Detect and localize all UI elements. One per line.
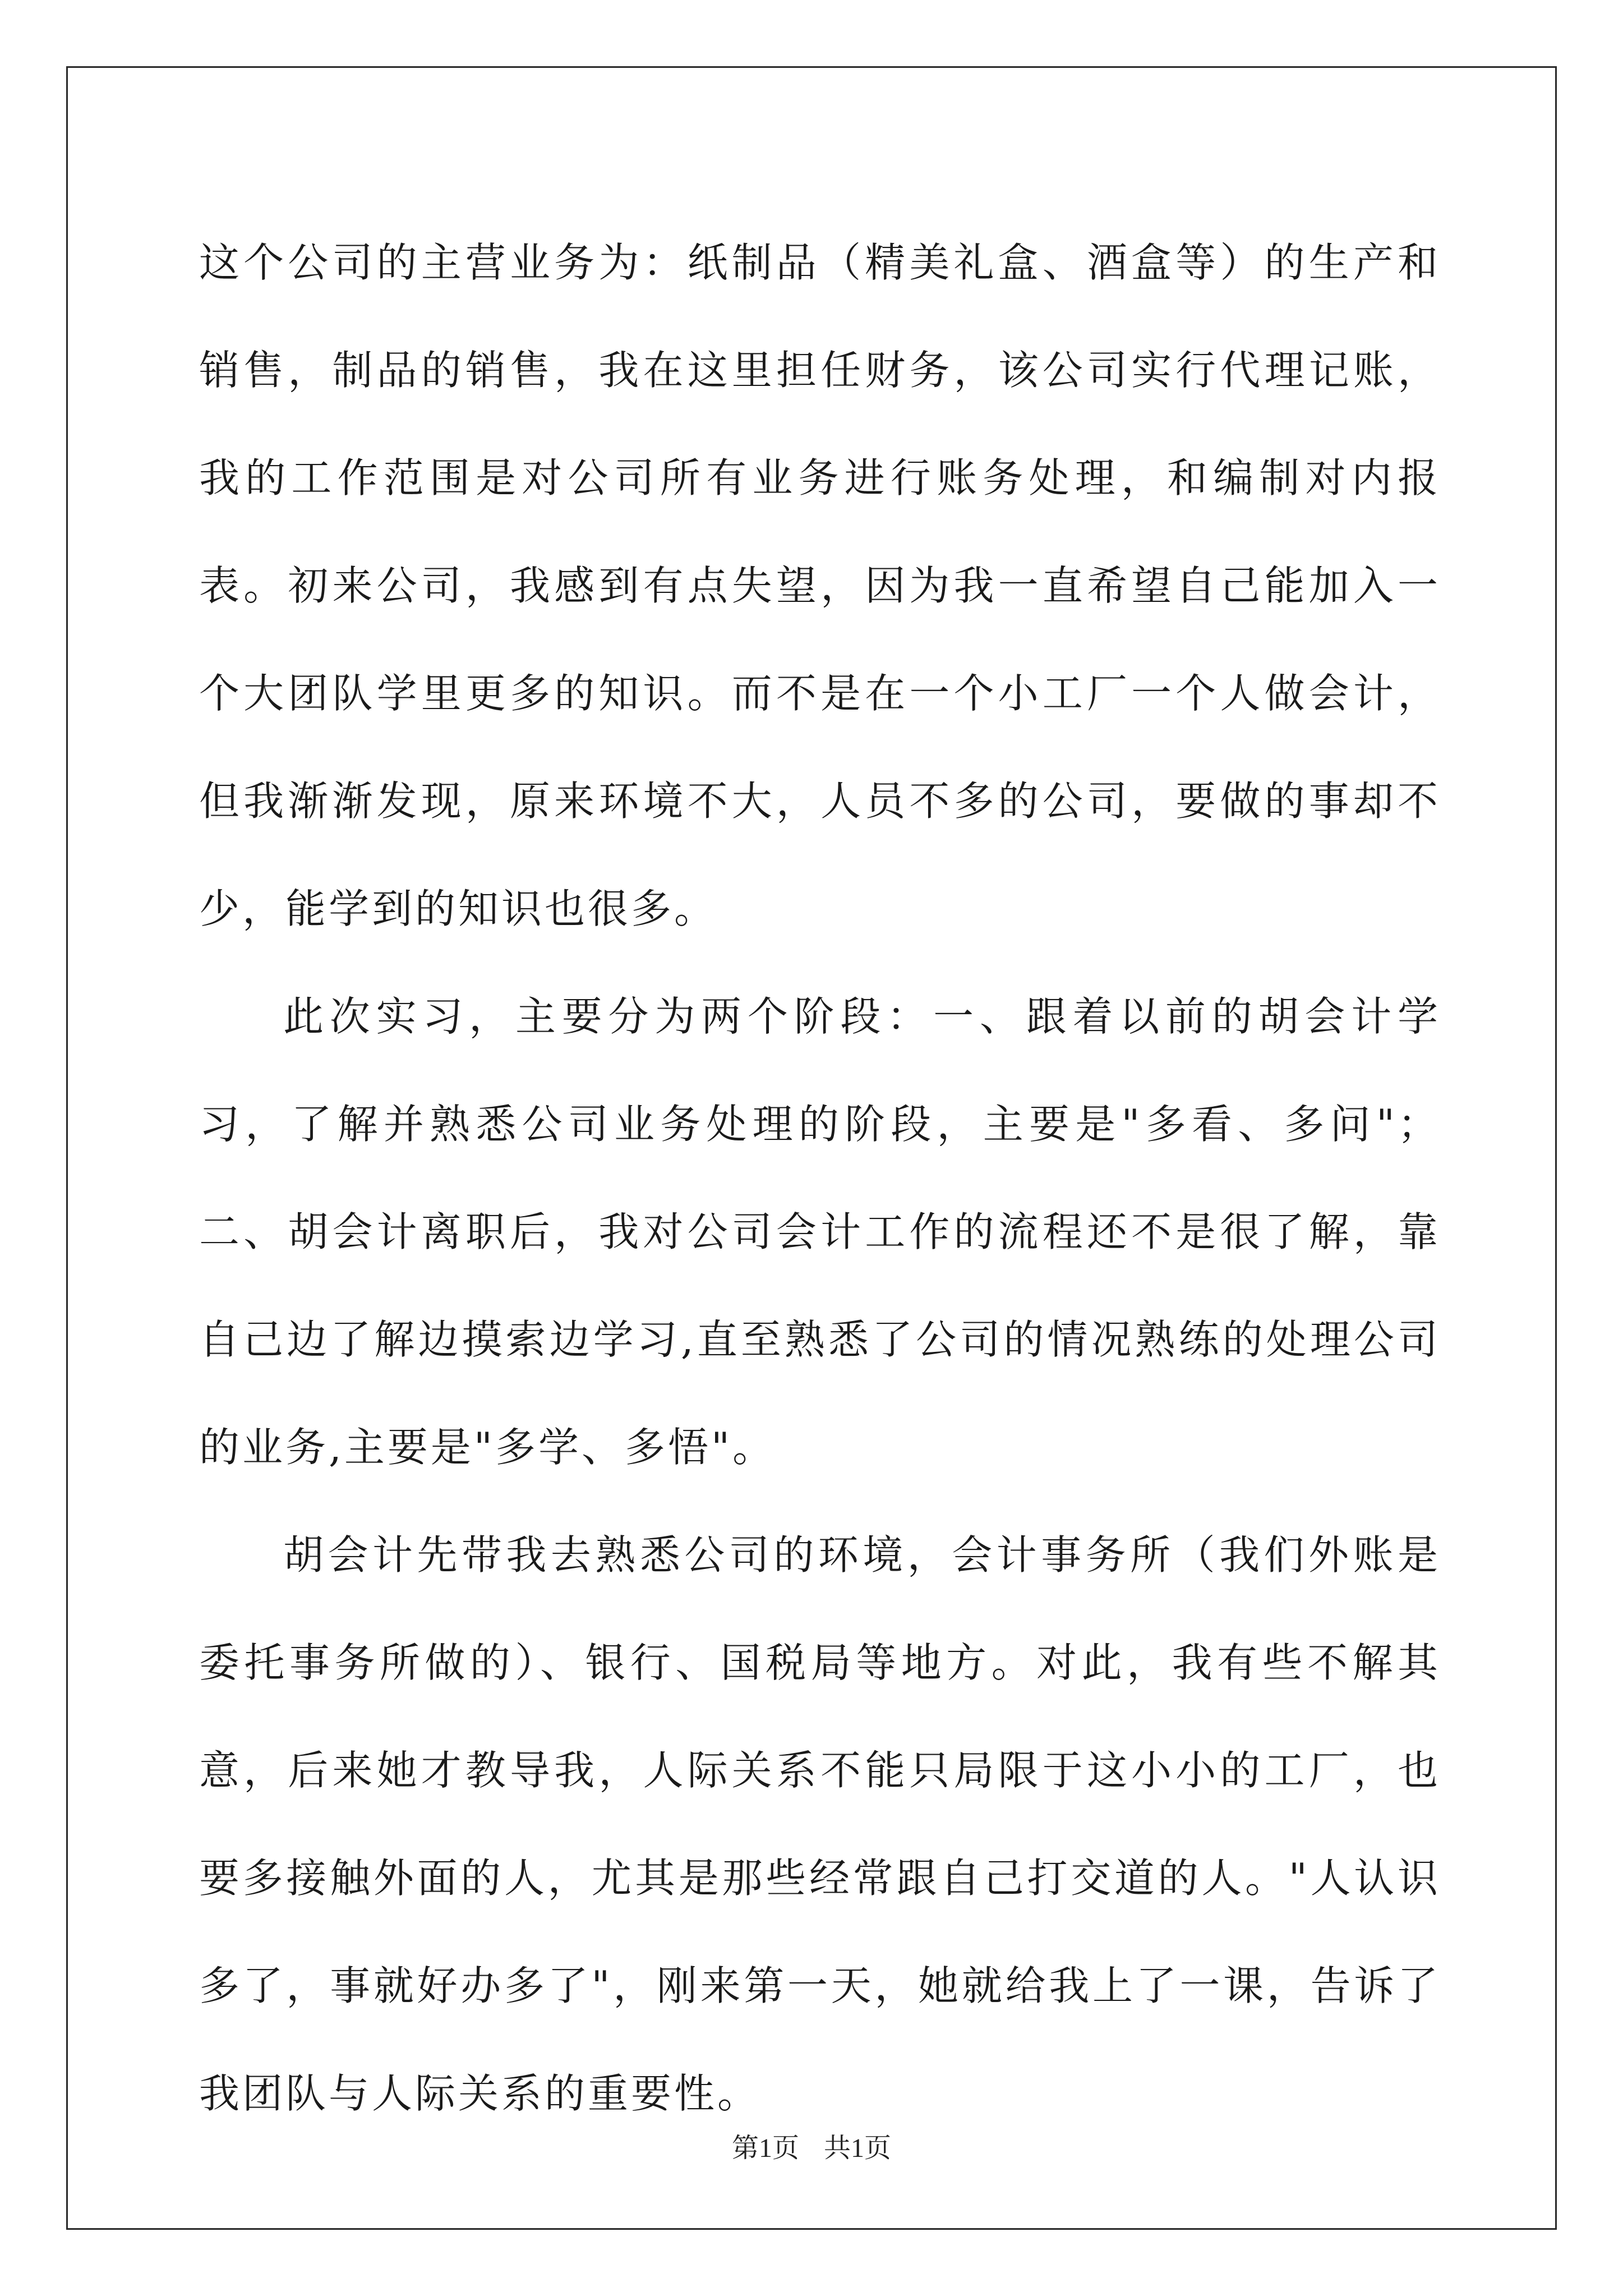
paragraph-3: 胡会计先带我去熟悉公司的环境，会计事务所（我们外账是委托事务所做的）、银行、国税局等地方。对此，我有些不解其意，后来她才教导我，人际关系不能只局限于这小小的工厂，也要多接触外面的人，尤其是那些经常跟自己打交道的人。"人认识多了，事就好办多了"，刚来第一天，她就给我上了一课，告诉了我团队与人际关系的重要性。 [199, 1531, 1441, 2117]
page-total: 共1页 [824, 2133, 892, 2163]
page-footer [0, 2126, 1623, 2165]
page-number: 第1页 [731, 2133, 799, 2163]
paragraph-2: 此次实习，主要分为两个阶段：一、跟着以前的胡会计学习，了解并熟悉公司业务处理的阶段，主要是"多看、多问"；二、胡会计离职后，我对公司会计工作的流程还不是很了解，靠自己边了解边摸索边学习,直至熟悉了公司的情况熟练的处理公司的业务,主要是"多学、多悟"。 [199, 993, 1441, 1471]
paragraph-1: 这个公司的主营业务为：纸制品（精美礼盒、酒盒等）的生产和销售，制品的销售，我在这里担任财务，该公司实行代理记账，我的工作范围是对公司所有业务进行账务处理，和编制对内报表。初来公司，我感到有点失望，因为我一直希望自己能加入一个大团队学里更多的知识。而不是在一个小工厂一个人做会计，但我渐渐发现，原来环境不大，人员不多的公司，要做的事却不少，能学到的知识也很多。 [199, 239, 1441, 932]
document-body [199, 209, 1441, 2147]
